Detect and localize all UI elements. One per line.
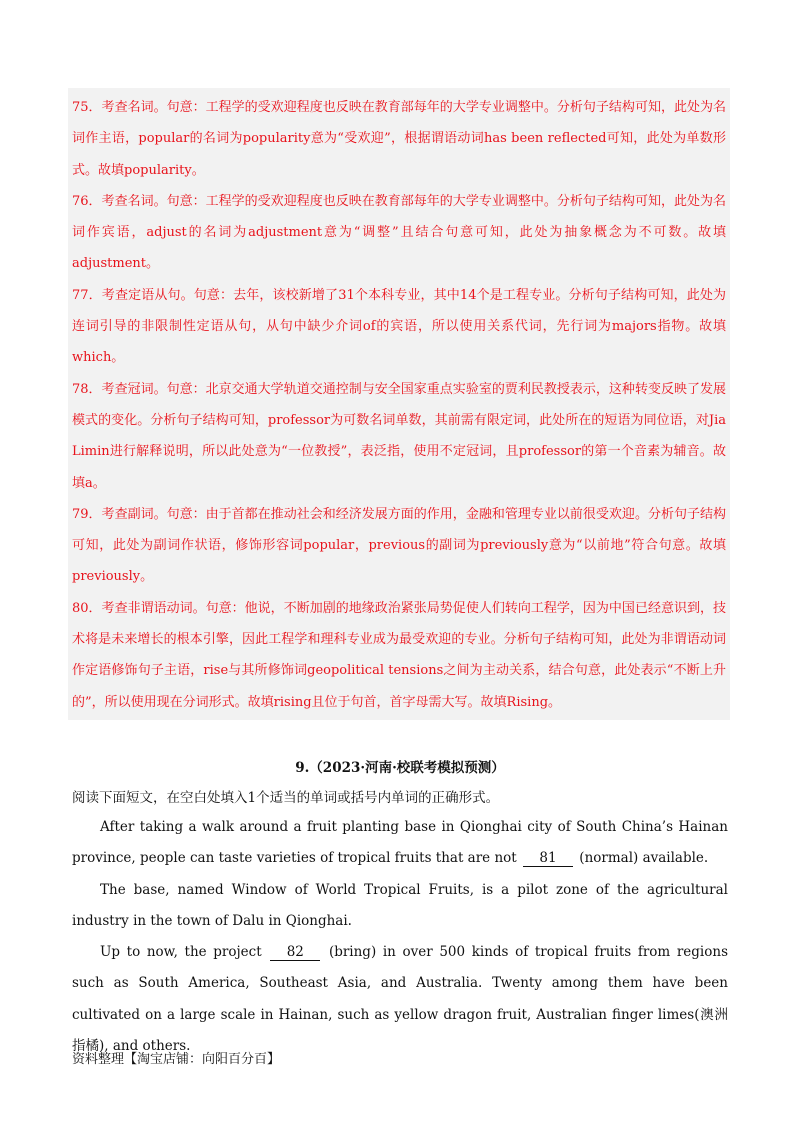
reading-passage bbox=[72, 812, 728, 1062]
blank-82: 82 bbox=[270, 944, 320, 961]
passage-paragraph-3 bbox=[72, 937, 728, 1062]
passage-text: (bring) in over 500 kinds of tropical fruits from regions such as South America, Southeast Asia, and Australia. Twenty among them have been cultivated on a large scale in Hainan, such as yellow dragon fruit, Australian finger limes(澳洲指橘), and others. bbox=[72, 944, 729, 1055]
blank-81: 81 bbox=[523, 850, 573, 867]
passage-text: Up to now, the project bbox=[100, 944, 262, 961]
answer-79: 79．考查副词。句意：由于首都在推动社会和经济发展方面的作用，金融和管理专业以前很受欢迎。分析句子结构可知，此处为副词作状语，修饰形容词popular，previous的副词为previously意为“以前地”符合句意。故填previously。 bbox=[72, 506, 726, 585]
passage-paragraph-2: The base, named Window of World Tropical Fruits, is a pilot zone of the agricultural industry in the town of Dalu in Qionghai. bbox=[72, 881, 728, 929]
answer-75: 75．考查名词。句意：工程学的受欢迎程度也反映在教育部每年的大学专业调整中。分析句子结构可知，此处为名词作主语，popular的名词为popularity意为“受欢迎”，根据谓语动词has been reflected可知，此处为单数形式。故填popularity。 bbox=[72, 100, 726, 178]
answer-76: 76．考查名词。句意：工程学的受欢迎程度也反映在教育部每年的大学专业调整中。分析句子结构可知，此处为名词作宾语，adjust的名词为adjustment意为“调整”且结合句意可知，此处为抽象概念为不可数。故填adjustment。 bbox=[72, 193, 726, 272]
footer-source: 资料整理【淘宝店铺：向阳百分百】 bbox=[72, 1052, 281, 1067]
question-instruction: 阅读下面短文，在空白处填入1个适当的单词或括号内单词的正确形式。 bbox=[72, 790, 500, 806]
passage-paragraph-1 bbox=[72, 812, 728, 875]
answer-77: 77．考查定语从句。句意：去年，该校新增了31个本科专业，其中14个是工程专业。分析句子结构可知，此处为连词引导的非限制性定语从句，从句中缺少介词of的宾语，所以使用关系代词，先行词为majors指物。故填which。 bbox=[72, 287, 726, 366]
answer-80: 80．考查非谓语动词。句意：他说，不断加剧的地缘政治紧张局势促使人们转向工程学，因为中国已经意识到，技术将是未来增长的根本引擎，因此工程学和理科专业成为最受欢迎的专业。分析句子结构可知，此处为非谓语动词作定语修饰句子主语，rise与其所修饰词geopolitical tensions之间为主动关系，结合句意，此处表示“不断上升的”，所以使用现在分词形式。故填rising且位于句首，首字母需大写。故填Rising。 bbox=[72, 600, 726, 710]
answer-78: 78．考查冠词。句意：北京交通大学轨道交通控制与安全国家重点实验室的贾利民教授表示，这种转变反映了发展模式的变化。分析句子结构可知，professor为可数名词单数，其前需有限定词，此处所在的短语为同位语，对Jia Limin进行解释说明，所以此处意为“一位教授”，表泛指，使用不定冠词，且professor的第一个音素为辅音。故填a。 bbox=[72, 381, 726, 491]
passage-text: After taking a walk around a fruit planting base in Qionghai city of South China’s Hainan province, people can taste varieties of tropical fruits that are not bbox=[72, 819, 728, 867]
passage-text: (normal) available. bbox=[579, 850, 709, 867]
question-heading: 9.（2023·河南·校联考模拟预测） bbox=[295, 760, 505, 776]
answer-explanations bbox=[68, 88, 730, 720]
